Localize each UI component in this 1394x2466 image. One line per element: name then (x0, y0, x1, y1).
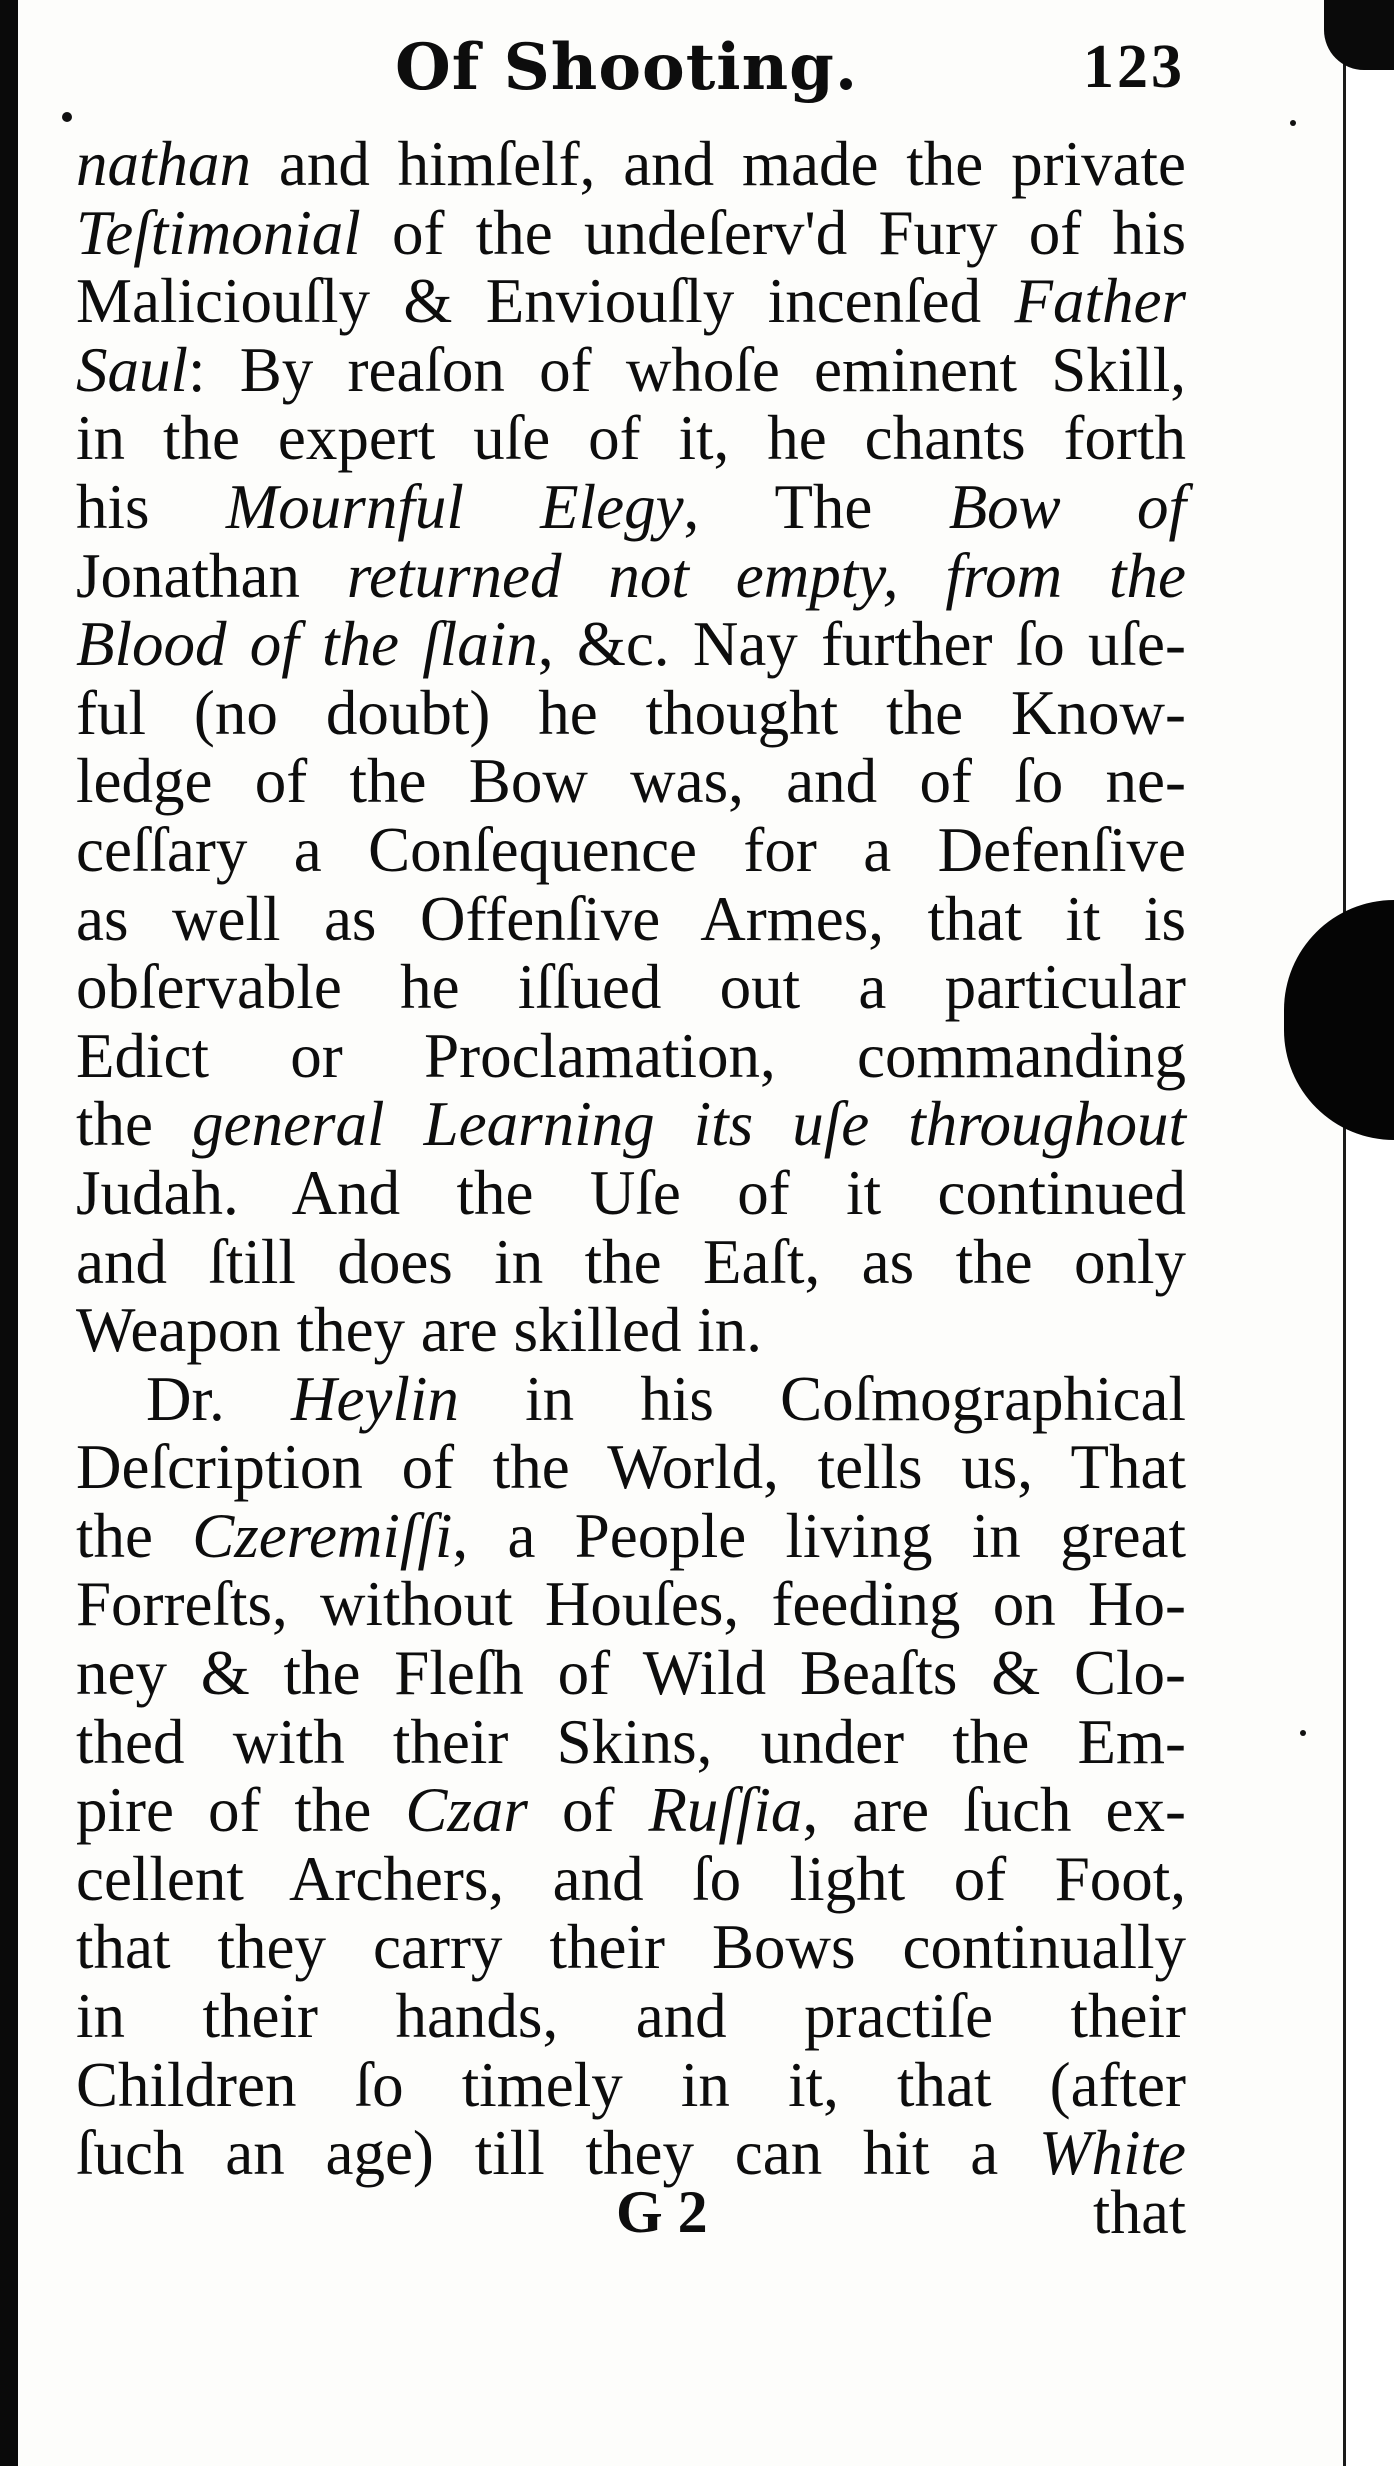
italic-text: Blood of the ſlain (76, 609, 538, 680)
text-line (76, 1913, 1186, 1982)
text-line (76, 1708, 1186, 1777)
italic-text: Ruſſia (648, 1775, 803, 1846)
text-line (76, 747, 1186, 816)
text-run: Edict or Proclamation, commanding (76, 1020, 1186, 1091)
text-line (76, 130, 1186, 199)
text-run: in the expert uſe of it, he chants forth (76, 403, 1186, 474)
text-run: ledge of the Bow was, and of ſo ne- (76, 746, 1186, 817)
text-run: in his Coſmographical (458, 1363, 1186, 1434)
text-run: the (76, 1089, 193, 1160)
text-run: , &c. Nay further ſo uſe- (537, 609, 1186, 680)
text-line (76, 1982, 1186, 2051)
text-run: that they carry their Bows continually (76, 1912, 1186, 1983)
text-line (76, 1228, 1186, 1297)
text-run: , a People living in great (452, 1500, 1186, 1571)
page-right-margin (1343, 0, 1394, 2466)
text-run: Jonathan (76, 540, 347, 611)
text-run: , are ſuch ex- (802, 1775, 1186, 1846)
page-header (75, 30, 1185, 110)
text-run: Forreſts, without Houſes, feeding on Ho- (76, 1569, 1186, 1640)
text-line (76, 2051, 1186, 2120)
text-run: Maliciouſly & Enviouſly incenſed (76, 266, 1015, 337)
italic-text: Czar (405, 1775, 528, 1846)
page-corner-shadow (1324, 0, 1394, 70)
text-line (76, 1845, 1186, 1914)
text-line (76, 1433, 1186, 1502)
text-run: his (76, 471, 226, 542)
ink-spot (1300, 1730, 1306, 1736)
text-line (76, 1776, 1186, 1845)
text-run: ful (no doubt) he thought the Know- (76, 677, 1186, 748)
text-line (76, 1090, 1186, 1159)
ink-spot (1290, 120, 1296, 126)
text-line (76, 1365, 1186, 1434)
text-run: Weapon they are skilled in. (76, 1295, 762, 1366)
text-run: Deſcription of the World, tells us, That (76, 1432, 1186, 1503)
text-line (76, 953, 1186, 1022)
text-line (76, 816, 1186, 885)
page-number: 123 (1083, 33, 1185, 101)
italic-text: Czeremiſſi (192, 1500, 453, 1571)
text-line (76, 267, 1186, 336)
text-line (76, 199, 1186, 268)
italic-text: nathan (76, 129, 252, 199)
text-run: cellent Archers, and ſo light of Foot, (76, 1843, 1186, 1914)
text-run: : By reaſon of whoſe eminent Skill, (188, 334, 1186, 405)
italic-text: returned not empty, from the (346, 540, 1186, 611)
text-run: ſuch an age) till they can hit a (76, 2118, 1040, 2189)
page-left-shadow (0, 0, 18, 2466)
text-line (76, 473, 1186, 542)
text-line (76, 542, 1186, 611)
text-run: thed with their Skins, under the Em- (76, 1706, 1186, 1777)
text-line (76, 1570, 1186, 1639)
signature-mark: G 2 (616, 2179, 708, 2245)
text-run: and himſelf, and made the private (251, 129, 1186, 199)
text-run: the (76, 1500, 193, 1571)
text-run: , The (683, 471, 949, 542)
thumb-tab-shadow (1284, 900, 1394, 1140)
text-run: in their hands, and practiſe their (76, 1981, 1186, 2052)
italic-text: Heylin (290, 1363, 459, 1434)
italic-text: Teſtimonial (76, 197, 361, 268)
text-line (76, 1022, 1186, 1091)
ink-spot (62, 112, 72, 122)
text-run: pire of the (76, 1775, 406, 1846)
text-line (76, 404, 1186, 473)
italic-text: Bow of (948, 471, 1187, 542)
text-line (76, 885, 1186, 954)
text-line (76, 1639, 1186, 1708)
text-line (76, 1296, 1186, 1365)
text-line (76, 1502, 1186, 1571)
italic-text: Saul (76, 334, 189, 405)
italic-text: White (1039, 2118, 1186, 2189)
body-text (76, 130, 1186, 2188)
text-run: Judah. And the Uſe of it continued (76, 1157, 1186, 1228)
italic-text: Mournful Elegy (225, 471, 684, 542)
text-run: Children ſo timely in it, that (after (76, 2049, 1186, 2120)
text-line (76, 610, 1186, 679)
italic-text: Father (1014, 266, 1186, 337)
text-line (76, 1159, 1186, 1228)
text-run: and ſtill does in the Eaſt, as the only (76, 1226, 1186, 1297)
text-run: of (527, 1775, 649, 1846)
italic-text: general Learning its uſe throughout (192, 1089, 1186, 1160)
running-title: Of Shooting. (395, 30, 859, 105)
text-run: ney & the Fleſh of Wild Beaſts & Clo- (76, 1638, 1186, 1709)
page-footer (76, 2178, 1186, 2258)
text-run: obſervable he iſſued out a particular (76, 952, 1186, 1023)
text-run: Dr. (146, 1363, 291, 1434)
text-run: as well as Offenſive Armes, that it is (76, 883, 1186, 954)
text-line (76, 679, 1186, 748)
catchword: that (1093, 2179, 1186, 2247)
text-line (76, 336, 1186, 405)
text-run: ceſſary a Conſequence for a Defenſive (76, 814, 1186, 885)
text-run: of the undeſerv'd Fury of his (360, 197, 1186, 268)
